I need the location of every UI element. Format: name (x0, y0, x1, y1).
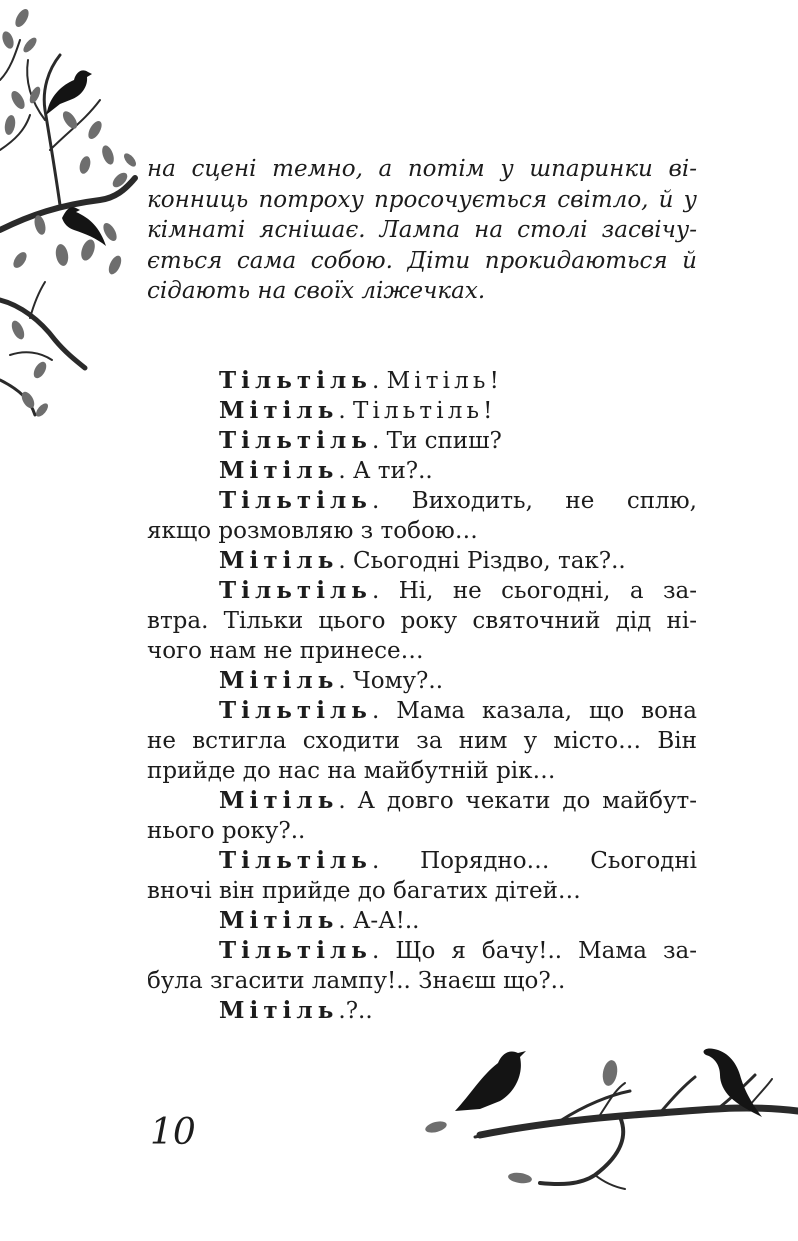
speaker-name: Тільтіль (219, 427, 372, 454)
dialogue-text: Тільтіль! (353, 398, 497, 424)
dialogue-line (147, 636, 697, 666)
speaker-period: . (338, 458, 353, 484)
speaker-period: . (338, 908, 353, 934)
dialogue-text: Що я бачу!.. Мама за- (395, 938, 698, 964)
dialogue-text: Сьогодні Різдво, так?.. (353, 548, 626, 574)
dialogue-line (147, 666, 697, 696)
dialogue-line (147, 606, 697, 636)
dialogue-line (147, 966, 697, 996)
dialogue-line (147, 456, 697, 486)
dialogue-line (147, 366, 697, 396)
dialogue-text: якщо розмовляю з тобою… (147, 518, 478, 544)
dialogue-line (147, 486, 697, 516)
speaker-name: Тільтіль (219, 487, 372, 514)
speaker-name: Мітіль (219, 397, 339, 424)
dialogue-line (147, 696, 697, 726)
dialogue-text: втра. Тільки цього року святочний дід ні- (147, 608, 697, 634)
dialogue-line (147, 816, 697, 846)
dialogue-line (147, 756, 697, 786)
speaker-period: . (338, 788, 358, 814)
dialogue-text: нього року?.. (147, 818, 306, 844)
speaker-period: . (338, 398, 353, 424)
dialogue-text: Мітіль! (386, 368, 503, 394)
speaker-name: Мітіль (219, 547, 339, 574)
dialogue-line (147, 876, 697, 906)
speaker-period: . (371, 578, 399, 604)
stage-direction (147, 154, 697, 307)
speaker-period: . (371, 938, 396, 964)
speaker-period: . (338, 668, 353, 694)
tree-branch-with-birds-icon (0, 0, 150, 430)
dialogue-text: чого нам не принесе… (147, 638, 424, 664)
dialogue-line (147, 546, 697, 576)
speaker-period: . (338, 998, 346, 1024)
speaker-name: Тільтіль (219, 697, 372, 724)
dialogue-text: А ти?.. (353, 458, 433, 484)
speaker-period: . (371, 488, 412, 514)
speaker-name: Мітіль (219, 667, 339, 694)
branch-with-two-birds-icon (420, 1035, 798, 1200)
dialogue-line (147, 846, 697, 876)
stage-direction-line: конниць потроху просочується світло, й у (147, 186, 697, 213)
dialogue-line (147, 996, 697, 1026)
dialogue-line (147, 786, 697, 816)
dialogue-text: Ні, не сьогодні, а за- (398, 578, 697, 604)
dialogue-text: А довго чекати до майбут- (357, 788, 698, 814)
page-number: 10 (150, 1112, 196, 1153)
dialogue-line (147, 936, 697, 966)
speaker-name: Тільтіль (219, 847, 372, 874)
dialogue-line (147, 726, 697, 756)
speaker-name: Мітіль (219, 907, 339, 934)
dialogue-text: Чому?.. (353, 668, 444, 694)
dialogue-line (147, 576, 697, 606)
dialogue-block (147, 366, 697, 1026)
dialogue-text: була згасити лампу!.. Знаєш що?.. (147, 968, 566, 994)
speaker-name: Мітіль (219, 457, 339, 484)
dialogue-text: А-А!.. (353, 908, 420, 934)
dialogue-line (147, 426, 697, 456)
speaker-period: . (371, 428, 387, 454)
dialogue-text: не встигла сходити за ним у місто… Він (147, 728, 697, 754)
dialogue-text: Виходить, не сплю, (411, 488, 697, 514)
dialogue-text: Ти спиш? (386, 428, 502, 454)
dialogue-line (147, 516, 697, 546)
speaker-period: . (371, 848, 421, 874)
dialogue-text: Порядно… Сьогодні (420, 848, 698, 874)
dialogue-text: вночі він прийде до багатих дітей… (147, 878, 581, 904)
speaker-name: Мітіль (219, 787, 339, 814)
speaker-name: Тільтіль (219, 577, 372, 604)
dialogue-text: ?.. (345, 998, 373, 1024)
dialogue-line (147, 396, 697, 426)
speaker-period: . (371, 368, 387, 394)
speaker-period: . (371, 698, 397, 724)
speaker-name: Мітіль (219, 997, 339, 1024)
stage-direction-line: ється сама собою. Діти прокидаються й (147, 247, 697, 274)
speaker-name: Тільтіль (219, 367, 372, 394)
speaker-period: . (338, 548, 353, 574)
stage-direction-line: кімнаті яснішає. Лампа на столі засвічу- (147, 217, 697, 243)
stage-direction-line: сідають на своїх ліжечках. (147, 278, 486, 304)
speaker-name: Тільтіль (219, 937, 372, 964)
dialogue-text: Мама казала, що вона (396, 698, 697, 724)
stage-direction-line: на сцені темно, а потім у шпаринки ві- (147, 156, 697, 182)
dialogue-line (147, 906, 697, 936)
dialogue-text: прийде до нас на майбутній рік… (147, 758, 556, 784)
